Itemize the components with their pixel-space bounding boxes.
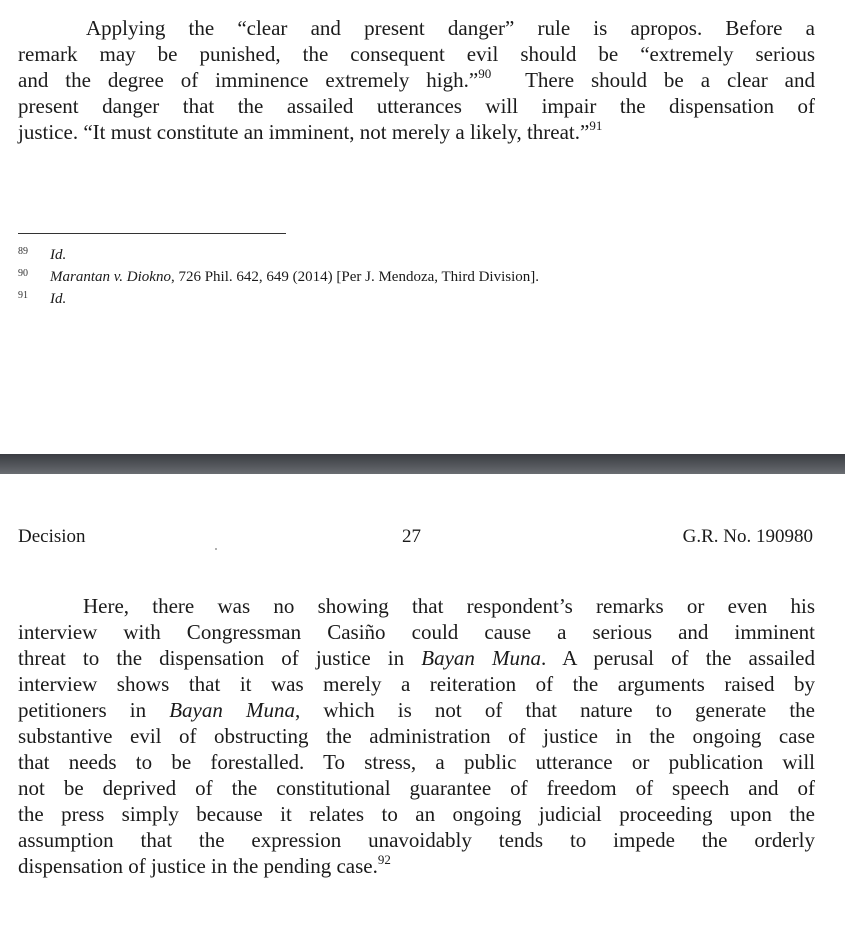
- bottom-paragraph-line: interview with Congressman Casiño could cause a serious and imminent: [18, 620, 815, 644]
- bottom-paragraph-line: assumption that the expression unavoidably tends to impede the orderly: [18, 828, 815, 852]
- top-page: [0, 0, 845, 454]
- footnote-citation: , 726 Phil. 642, 649 (2014) [Per J. Mendoza, Third Division].: [170, 269, 539, 285]
- footnote-case-name: Marantan v. Diokno: [50, 269, 171, 285]
- top-paragraph-line: [18, 119, 815, 145]
- header-document-type: Decision: [18, 526, 86, 547]
- top-paragraph-line: present danger that the assailed utterances will impair the dispensation of: [18, 94, 815, 118]
- bottom-paragraph-line: not be deprived of the constitutional guarantee of freedom of speech and of: [18, 776, 815, 800]
- bottom-paragraph: [18, 593, 815, 879]
- top-paragraph: [18, 15, 815, 145]
- footnote-89: [18, 246, 66, 264]
- bottom-paragraph-line: [18, 853, 815, 879]
- footnote-91: [18, 290, 66, 308]
- top-paragraph-line-part: and the degree of imminence extremely high.”: [18, 68, 479, 92]
- line-text: . A perusal of the assailed: [541, 646, 815, 670]
- footnote-citation: Id.: [50, 291, 67, 307]
- footnote-number: 90: [18, 268, 28, 279]
- bottom-paragraph-line: [18, 697, 815, 723]
- case-name: Bayan Muna: [421, 646, 542, 670]
- top-paragraph-line: remark may be punished, the consequent evil should be “extremely serious: [18, 42, 815, 66]
- line-text: , which is not of that nature to generate the: [294, 698, 815, 722]
- footnote-number: 89: [18, 246, 28, 257]
- line-text: dispensation of justice in the pending case.: [18, 854, 378, 878]
- footnote-ref-92: 92: [377, 852, 391, 867]
- bottom-paragraph-line: [18, 645, 815, 671]
- top-paragraph-line: Applying the “clear and present danger” rule is apropos. Before a: [86, 16, 815, 40]
- line-text: petitioners in: [18, 698, 170, 722]
- footnote-number: 91: [18, 290, 28, 301]
- footnote-90: [18, 268, 539, 286]
- bottom-paragraph-line: the press simply because it relates to an ongoing judicial proceeding upon the: [18, 802, 815, 826]
- line-text: threat to the dispensation of justice in: [18, 646, 422, 670]
- scan-speck: [215, 548, 217, 550]
- footnote-ref-90: 90: [478, 66, 492, 81]
- top-paragraph-line: [18, 67, 815, 93]
- bottom-paragraph-line: Here, there was no showing that respondent’s remarks or even his: [83, 594, 815, 618]
- bottom-paragraph-line: interview shows that it was merely a reiteration of the arguments raised by: [18, 672, 815, 696]
- top-paragraph-line-part: There should be a clear and: [525, 68, 815, 92]
- footnote-text: [50, 290, 66, 308]
- footnote-ref-91: 91: [589, 118, 603, 133]
- header-case-number: G.R. No. 190980: [682, 526, 813, 547]
- page-separator: [0, 454, 845, 474]
- top-paragraph-line-part: justice. “It must constitute an imminent, not merely a likely, threat.”: [18, 120, 590, 144]
- case-name: Bayan Muna: [169, 698, 295, 722]
- footnote-citation: Id.: [50, 247, 67, 263]
- footnote-text: [50, 246, 66, 264]
- bottom-paragraph-line: substantive evil of obstructing the administration of justice in the ongoing case: [18, 724, 815, 748]
- footnote-divider: [18, 233, 286, 234]
- footnote-text: [50, 268, 539, 286]
- header-page-number: 27: [402, 526, 421, 547]
- bottom-paragraph-line: that needs to be forestalled. To stress, a public utterance or publication will: [18, 750, 815, 774]
